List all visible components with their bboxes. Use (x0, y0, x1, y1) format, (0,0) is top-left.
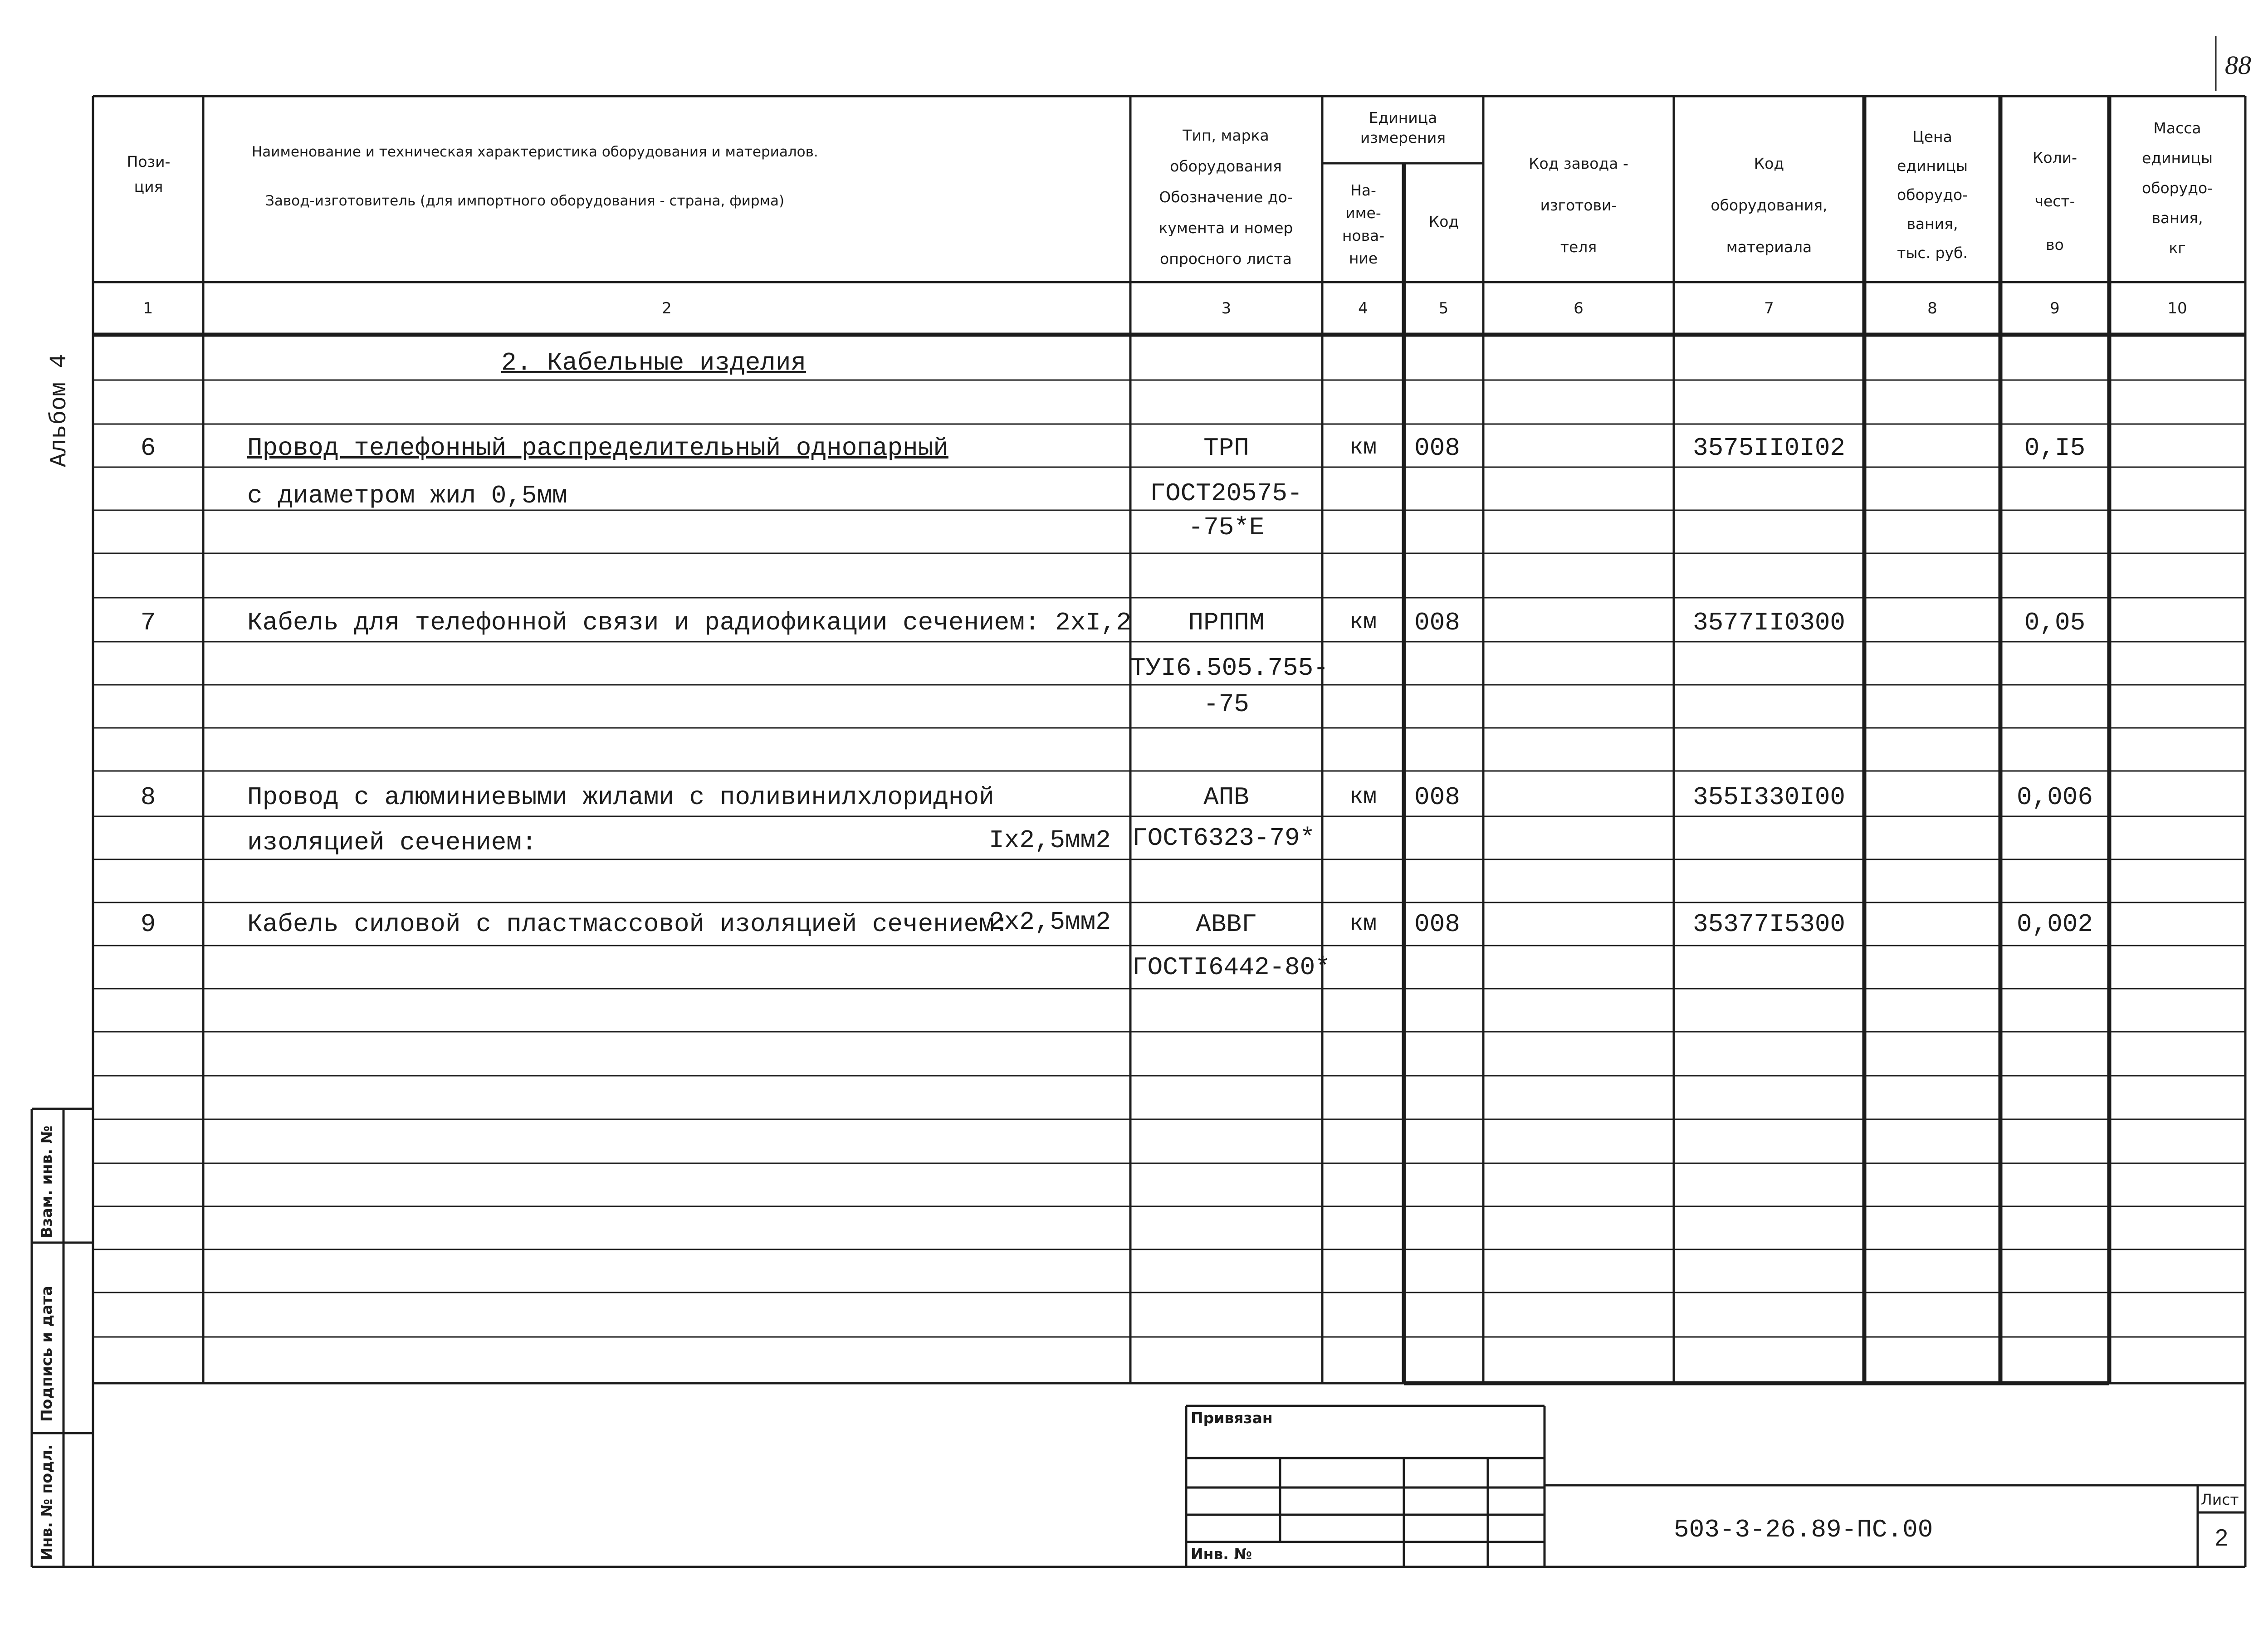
sheet-number: 2 (2215, 1525, 2228, 1551)
item-type: ПРППМ (1188, 608, 1265, 637)
item-name: Кабель для телефонной связи и радиофикации сечением: 2хI,2 (247, 608, 1132, 637)
column-number: 9 (2050, 299, 2060, 317)
column-number: 10 (2167, 299, 2187, 317)
item-quantity: 0,006 (2016, 783, 2093, 812)
bound-label: Привязан (1191, 1409, 1273, 1427)
item-name: Провод телефонный распределительный однопарный (247, 434, 948, 463)
col8-header: Цена единицы оборудо- вания, тыс. руб. (1897, 128, 1968, 262)
column-number: 1 (143, 299, 153, 317)
item-unit: км (1349, 610, 1377, 635)
item-standard: ГОСТ20575- (1150, 479, 1303, 508)
col1-header: Пози- ция (127, 153, 171, 195)
col2-header-line1: Наименование и техническая характеристика оборудования и материалов. (252, 144, 818, 160)
item-type: АПВ (1203, 783, 1249, 812)
item-cross-section: Iх2,5мм2 (989, 826, 1111, 855)
item-standard: -75 (1203, 690, 1249, 719)
item-position: 6 (140, 434, 156, 463)
item-code: 35377I5300 (1692, 910, 1846, 939)
item-unit: км (1349, 784, 1377, 810)
item-name: Провод с алюминиевыми жилами с поливинилхлоридной (247, 783, 994, 812)
item-name: изоляцией сечением: (247, 828, 537, 857)
item-position: 9 (140, 910, 156, 939)
column-number: 2 (662, 299, 672, 317)
item-quantity: 0,I5 (2024, 434, 2086, 463)
section-title: 2. Кабельные изделия (501, 348, 807, 377)
column-number: 6 (1574, 299, 1584, 317)
col6-header: Код завода - изготови- теля (1529, 155, 1628, 256)
column-number: 8 (1927, 299, 1937, 317)
item-standard: ГОСТI6442-80* (1132, 953, 1330, 982)
column-number: 4 (1358, 299, 1368, 317)
column-number: 7 (1764, 299, 1774, 317)
col4-header: На- име- нова- ние (1342, 181, 1385, 267)
item-standard: ГОСТ6323-79* (1132, 824, 1315, 853)
stamp-replacement-inv: Взам. инв. № (38, 1125, 55, 1238)
stamp-signature-date: Подпись и дата (38, 1286, 55, 1422)
item-type: АВВГ (1196, 910, 1257, 939)
col10-header: Масса единицы оборудо- вания, кг (2141, 119, 2213, 257)
item-name: Кабель силовой с пластмассовой изоляцией сечением: (247, 910, 1010, 939)
document-code: 503-3-26.89-ПС.00 (1674, 1515, 1933, 1544)
sheet-label: Лист (2201, 1491, 2239, 1508)
item-standard: -75*Е (1188, 513, 1265, 542)
item-quantity: 0,05 (2024, 608, 2086, 637)
item-position: 7 (140, 608, 156, 637)
item-code: 355I330I00 (1692, 783, 1846, 812)
item-position: 8 (140, 783, 156, 812)
item-unit-code: 008 (1414, 910, 1460, 939)
item-cross-section: 2х2,5мм2 (989, 907, 1111, 937)
item-code: 3575II0I02 (1692, 434, 1846, 463)
item-standard: ТУI6.505.755- (1130, 654, 1329, 683)
col2-header-line2: Завод-изготовитель (для импортного оборудования - страна, фирма) (265, 193, 785, 209)
unit-group-header: Единица измерения (1360, 109, 1446, 146)
item-unit: км (1349, 911, 1377, 937)
item-code: 3577II0300 (1692, 608, 1846, 637)
item-unit-code: 008 (1414, 783, 1460, 812)
item-name: с диаметром жил 0,5мм (247, 481, 567, 510)
col7-header: Код оборудования, материала (1711, 155, 1828, 256)
col5-header: Код (1428, 213, 1459, 230)
page-number: 88 (2225, 50, 2251, 80)
album-label: Альбом 4 (46, 354, 73, 467)
inv-number-label: Инв. № (1191, 1545, 1252, 1563)
column-number: 5 (1438, 299, 1449, 317)
column-number: 3 (1221, 299, 1232, 317)
item-quantity: 0,002 (2016, 910, 2093, 939)
col9-header: Коли- чест- во (2032, 149, 2077, 254)
stamp-inv-original: Инв. № подл. (38, 1444, 55, 1560)
col3-header: Тип, марка оборудования Обозначение до- кумента и номер опросного листа (1158, 127, 1293, 268)
item-unit-code: 008 (1414, 608, 1460, 637)
item-unit: км (1349, 435, 1377, 461)
item-unit-code: 008 (1414, 434, 1460, 463)
item-type: ТРП (1203, 434, 1249, 463)
